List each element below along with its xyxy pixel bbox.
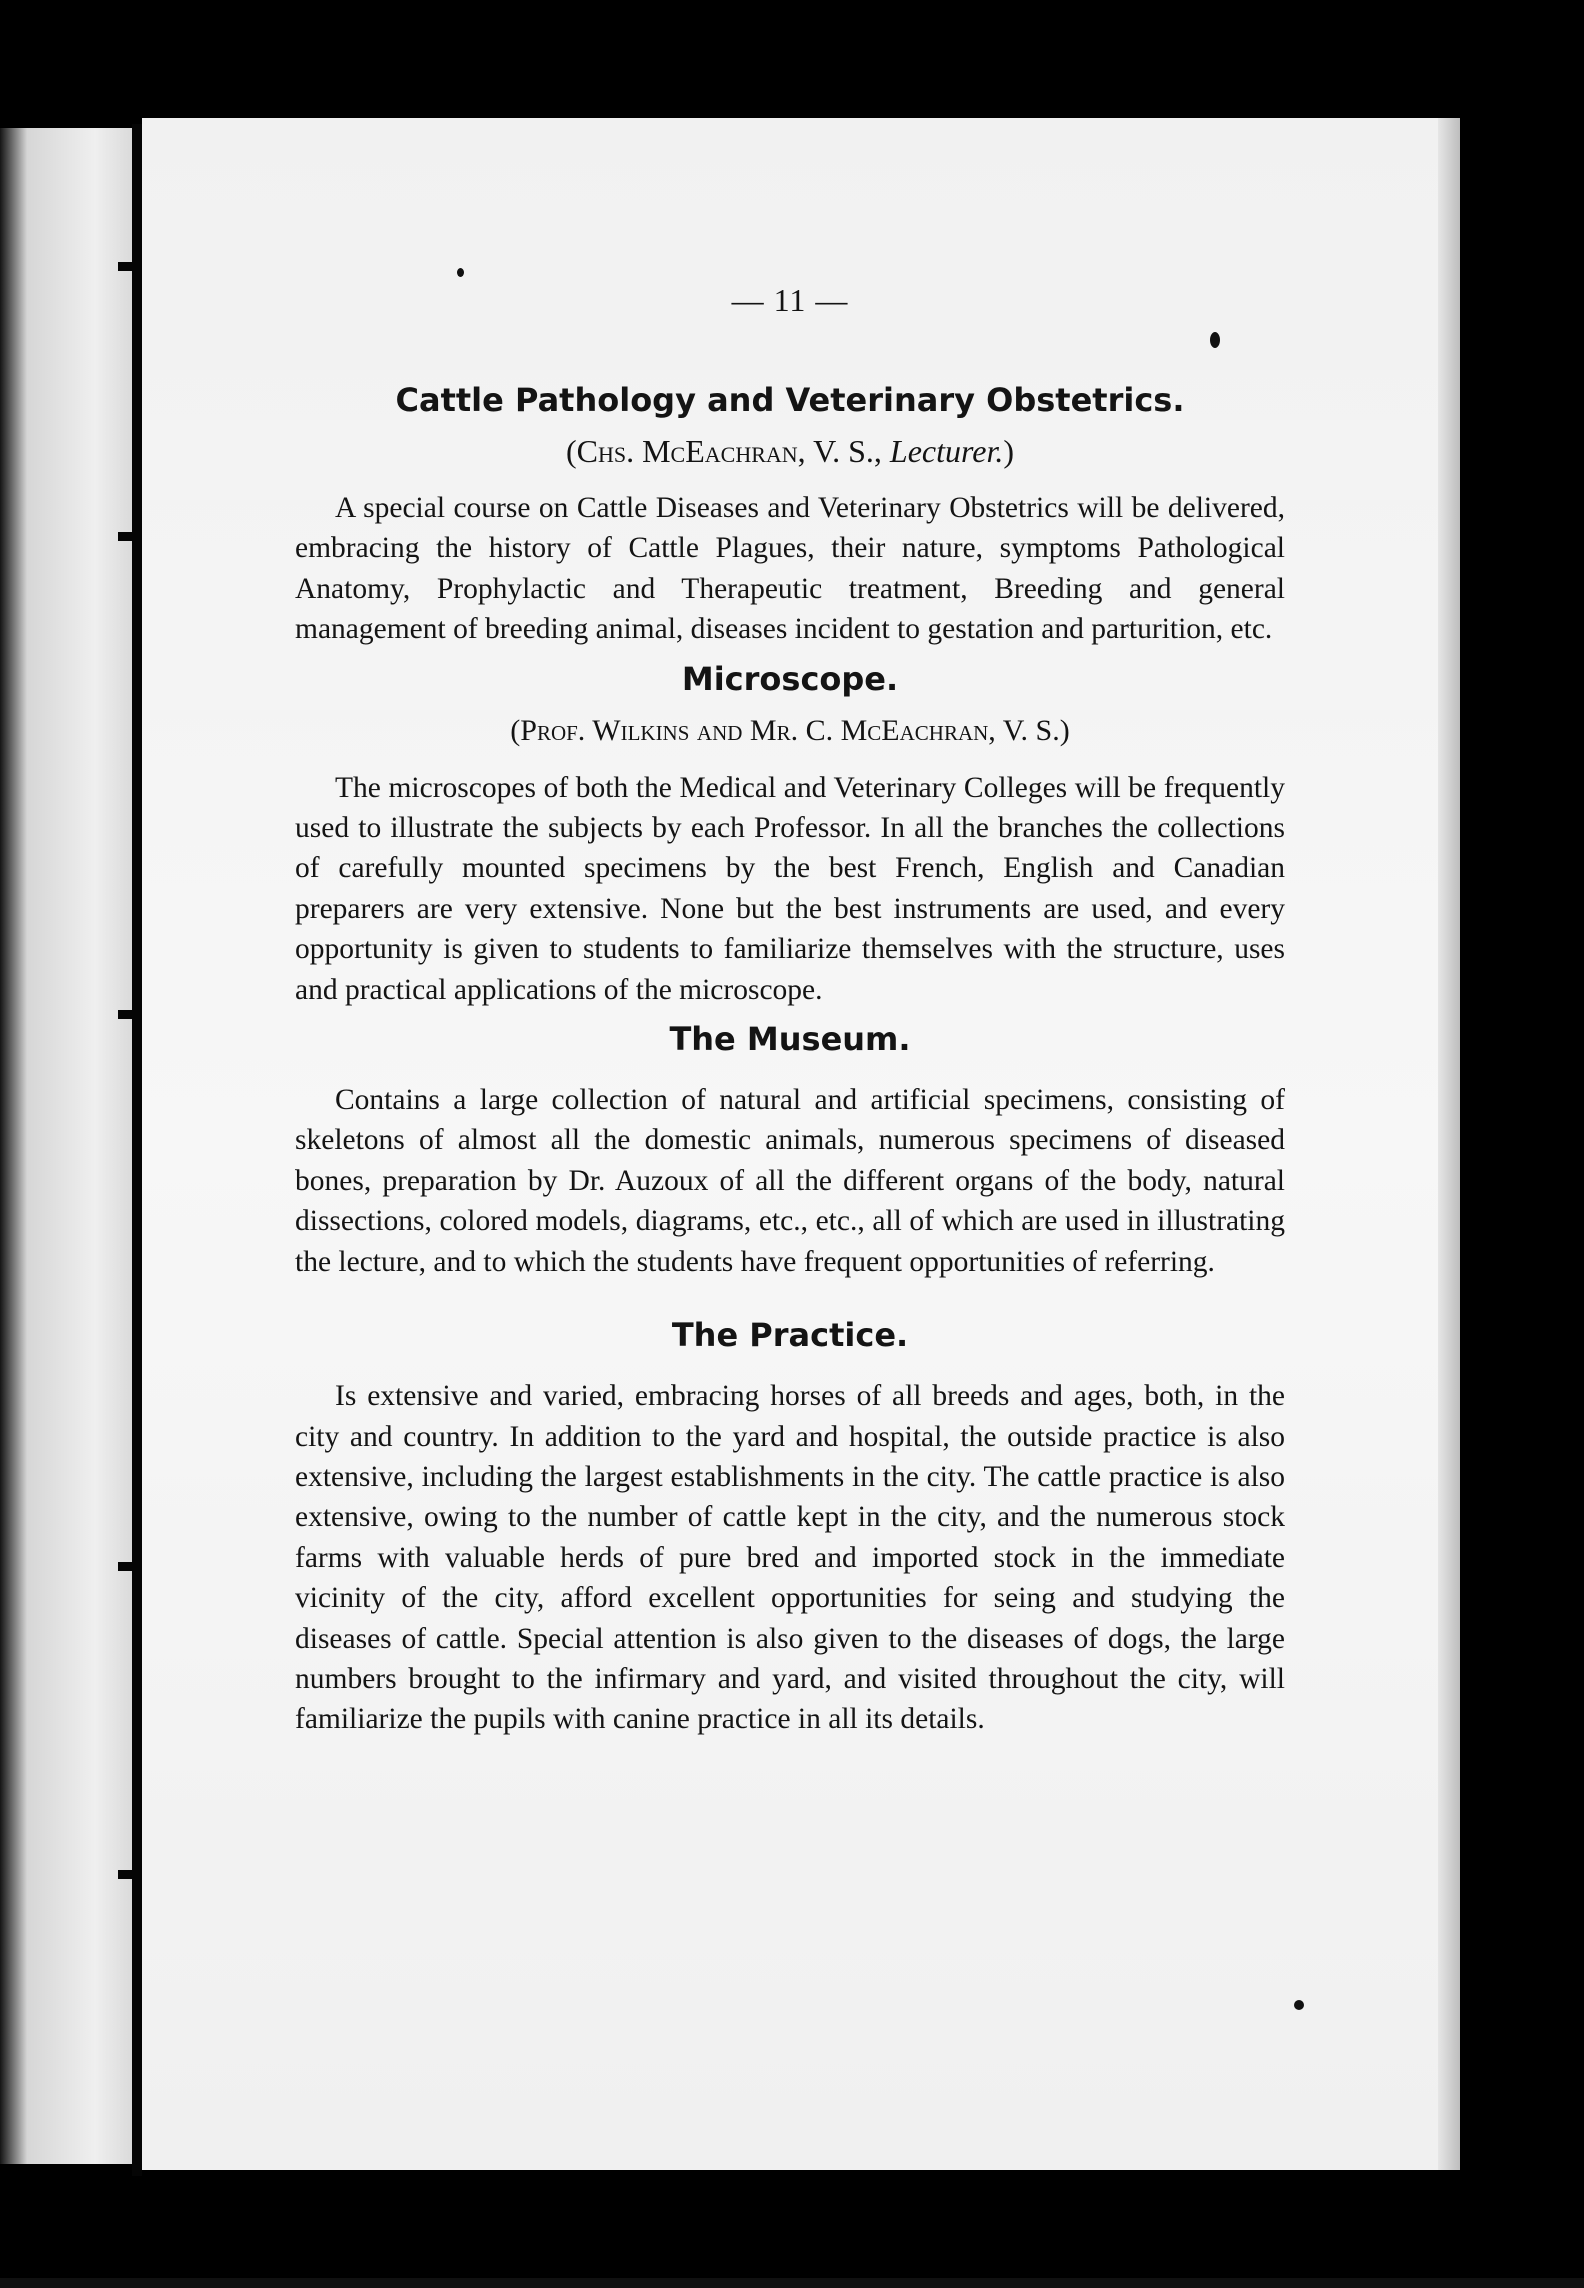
paragraph-microscope: The microscopes of both the Medical and Veterinary Colleges will be frequently used to illustrate the subjects by each Professor. In all the branches the collections of carefully mounted specimens by the best French, English and Canadian preparers are very extensive. None but the best instruments are used, and every opportunity is given to students to familiarize themselves with the structure, uses and practical applications of the microscope. [295, 771, 1285, 1006]
page-text [295, 282, 1285, 1740]
byline-paren-open: ( [565, 433, 577, 469]
binding-mark [118, 1870, 144, 1879]
section-heading-practice: The Practice. [671, 1316, 909, 1355]
binding-mark [118, 532, 144, 541]
byline-microscope: (Prof. Wilkins and Mr. C. McEachran, V. S.) [510, 713, 1070, 747]
ink-speck [457, 268, 464, 277]
binding-mark [118, 1562, 144, 1571]
scan-border-bottom [0, 2278, 1584, 2288]
section-heading-museum: The Museum. [669, 1020, 911, 1059]
byline-name: Chs. McEachran, V. S., [576, 433, 882, 469]
paragraph-practice: Is extensive and varied, embracing horses of all breeds and ages, both, in the city and country. In addition to the yard and hospital, the outside practice is also extensive, including the largest establishments in the city. The cattle practice is also extensive, owing to the number of cattle kept in the city, and the numerous stock farms with valuable herds of pure bred and imported stock in the immediate vicinity of the city, afford excellent opportunities for seing and studying the diseases of cattle. Special attention is also given to the diseases of dogs, the large numbers brought to the infirmary and yard, and visited throughout the city, will familiarize the pupils with canine practice in all its details. [295, 1380, 1285, 1736]
byline-role: Lecturer. [889, 433, 1004, 469]
byline-lecturer [295, 433, 1285, 470]
page-number: — 11 — [731, 282, 849, 318]
byline-paren-close: ) [1003, 433, 1015, 469]
section-heading-cattle-pathology: Cattle Pathology and Veterinary Obstetrics. [395, 381, 1185, 419]
page-edge-shadow [1438, 118, 1460, 2170]
binding-mark [118, 1010, 144, 1019]
facing-page-edge [0, 128, 136, 2164]
paragraph-museum: Contains a large collection of natural and artificial specimens, consisting of skeletons of almost all the domestic animals, numerous specimens of diseased bones, preparation by Dr. Auzoux of all the different organs of the body, natural dissections, colored models, diagrams, etc., etc., all of which are used in illustrating the lecture, and to which the students have frequent opportunities of referring. [295, 1084, 1285, 1278]
binding-mark [118, 262, 144, 271]
binding-gutter [132, 124, 142, 2176]
section-heading-microscope: Microscope. [681, 659, 899, 698]
ink-speck [1294, 2000, 1304, 2010]
paragraph-cattle-pathology: A special course on Cattle Diseases and Veterinary Obstetrics will be delivered, embracing the history of Cattle Plagues, their nature, symptoms Pathological Anatomy, Prophylactic and Therapeutic treatment, Breeding and general management of breeding animal, diseases incident to gestation and parturition, etc. [295, 492, 1285, 646]
